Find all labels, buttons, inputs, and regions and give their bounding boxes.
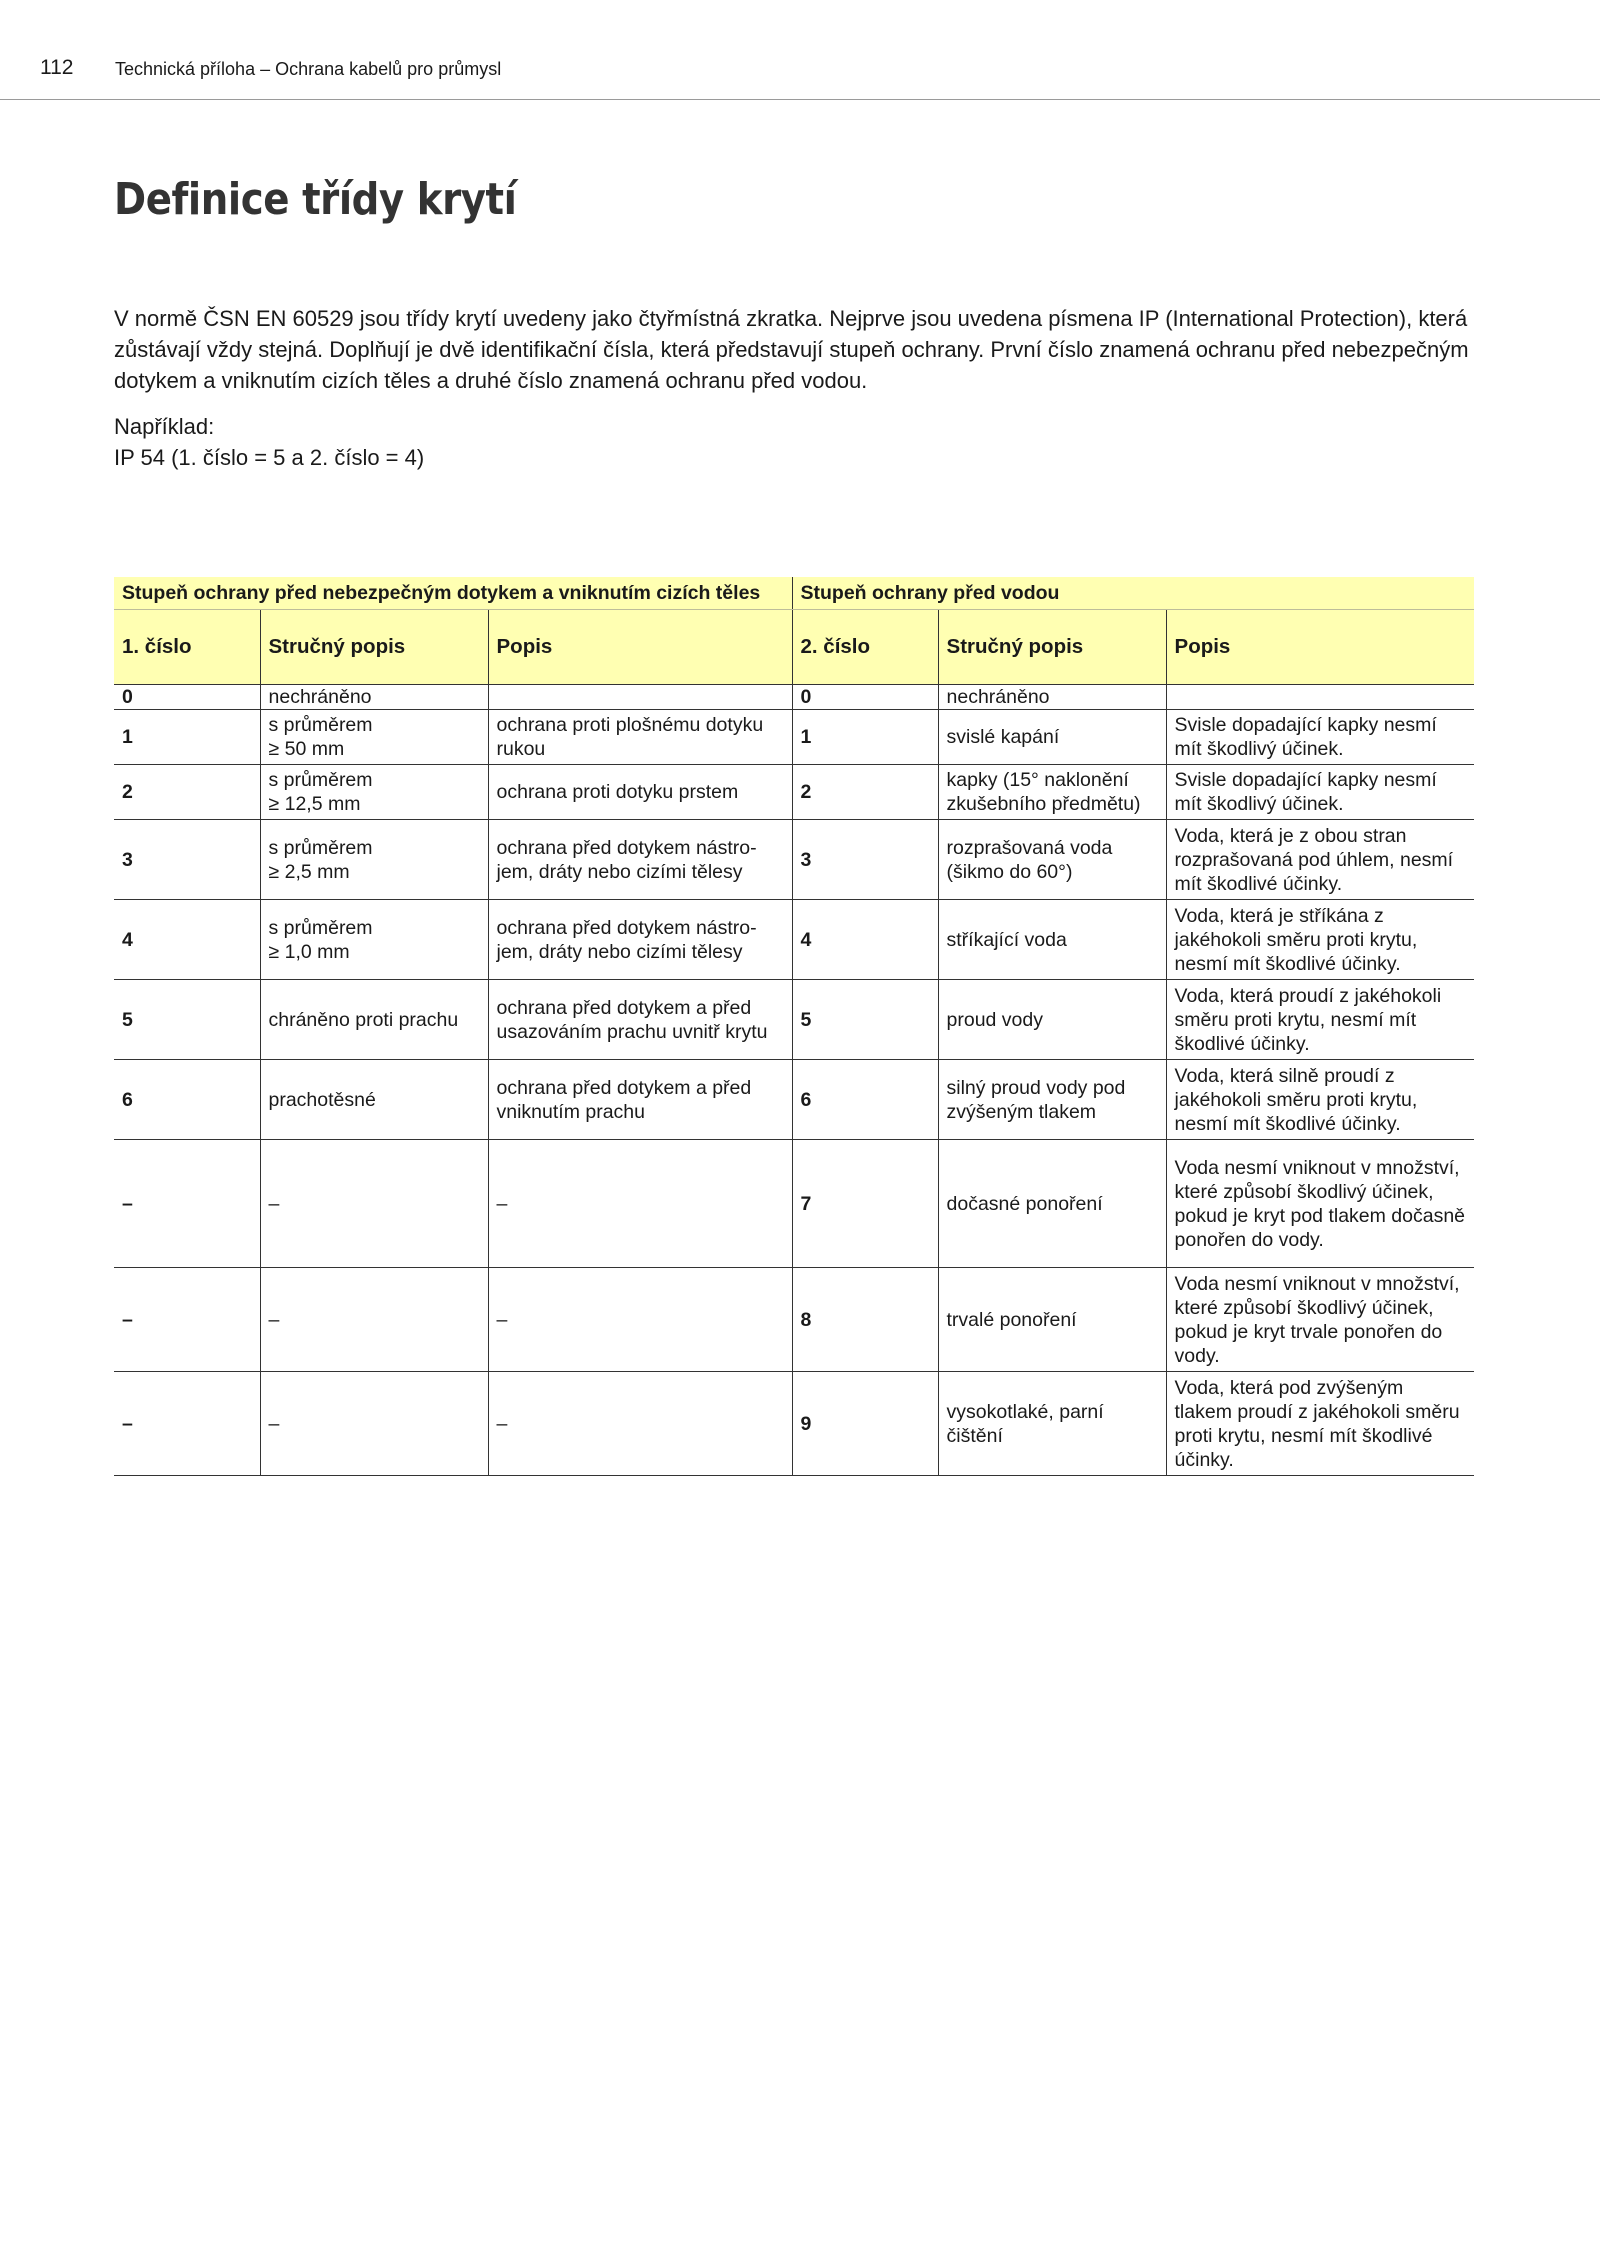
cell-first-digit: 2 [114,765,260,820]
cell-contact-short-description: s průměrem ≥ 12,5 mm [260,765,488,820]
cell-contact-description: ochrana proti plošnému dotyku rukou [488,710,792,765]
cell-water-short-description: vysokotlaké, parní čištění [938,1372,1166,1476]
table-row [114,1372,1474,1476]
table-row [114,685,1474,710]
group-header-row [114,577,1474,610]
cell-contact-short-description: – [260,1268,488,1372]
column-header: 1. číslo [114,610,260,685]
page-number: 112 [40,56,74,79]
cell-water-description: Voda, která je stříkána z jakéhokoli směru proti krytu, nesmí mít škodlivé účinky. [1166,900,1474,980]
cell-first-digit: 3 [114,820,260,900]
cell-contact-description: – [488,1372,792,1476]
cell-second-digit: 9 [792,1372,938,1476]
table-row [114,1140,1474,1268]
cell-second-digit: 1 [792,710,938,765]
cell-water-description: Voda, která pod zvýšeným tlakem proudí z jakéhokoli směru proti krytu, nesmí mít škodlivé účinky. [1166,1372,1474,1476]
cell-first-digit: 6 [114,1060,260,1140]
cell-water-description: Voda nesmí vniknout v množství, které způsobí škodlivý účinek, pokud je kryt pod tlakem dočasně ponořen do vody. [1166,1140,1474,1268]
page-title: Definice třídy krytí [114,174,517,225]
column-header: Popis [1166,610,1474,685]
column-header: Stručný popis [260,610,488,685]
cell-contact-short-description: s průměrem ≥ 50 mm [260,710,488,765]
cell-water-short-description: kapky (15° naklonění zkušebního předmětu) [938,765,1166,820]
table-row [114,900,1474,980]
cell-second-digit: 6 [792,1060,938,1140]
cell-water-description: Voda, která je z obou stran rozprašovaná pod úhlem, nesmí mít škodlivé účinky. [1166,820,1474,900]
cell-water-short-description: rozprašovaná voda (šikmo do 60°) [938,820,1166,900]
cell-first-digit: 1 [114,710,260,765]
table-row [114,1060,1474,1140]
table-body [114,685,1474,1476]
cell-water-short-description: svislé kapání [938,710,1166,765]
cell-water-short-description: stříkající voda [938,900,1166,980]
page-header [0,0,1600,100]
cell-first-digit: – [114,1372,260,1476]
cell-contact-short-description: s průměrem ≥ 2,5 mm [260,820,488,900]
table-row [114,710,1474,765]
intro-paragraph: V normě ČSN EN 60529 jsou třídy krytí uvedeny jako čtyřmístná zkratka. Nejprve jsou uvedena písmena IP (International Protection), která zůstávají vždy stejná. Doplňují je dvě identifikační čísla, která představují stupeň ochrany. První číslo znamená ochranu před nebezpečným dotykem a vniknutím cizích těles a druhé číslo znamená ochranu před vodou. [114,306,1469,393]
example-label: Například: [114,414,215,439]
ip-rating-table [114,577,1474,1476]
cell-second-digit: 0 [792,685,938,710]
cell-first-digit: 0 [114,685,260,710]
cell-second-digit: 5 [792,980,938,1060]
cell-water-description: Svisle dopadající kapky nesmí mít škodlivý účinek. [1166,710,1474,765]
cell-water-description: Voda nesmí vniknout v množství, které způsobí škodlivý účinek, pokud je kryt trvale ponořen do vody. [1166,1268,1474,1372]
cell-contact-description: ochrana před dotykem a před vniknutím prachu [488,1060,792,1140]
cell-contact-short-description: – [260,1140,488,1268]
example-block [114,411,914,473]
group-header-water: Stupeň ochrany před vodou [792,577,1474,610]
cell-contact-description: ochrana před dotykem nástro- jem, dráty nebo cizími tělesy [488,900,792,980]
cell-contact-short-description: chráněno proti prachu [260,980,488,1060]
table-row [114,820,1474,900]
column-header: Stručný popis [938,610,1166,685]
cell-contact-short-description: prachotěsné [260,1060,488,1140]
cell-contact-description: – [488,1268,792,1372]
cell-second-digit: 4 [792,900,938,980]
cell-contact-short-description: nechráněno [260,685,488,710]
cell-water-short-description: dočasné ponoření [938,1140,1166,1268]
cell-water-description [1166,685,1474,710]
cell-contact-short-description: s průměrem ≥ 1,0 mm [260,900,488,980]
cell-water-description: Svisle dopadající kapky nesmí mít škodlivý účinek. [1166,765,1474,820]
cell-contact-description: ochrana před dotykem nástro- jem, dráty nebo cizími tělesy [488,820,792,900]
cell-first-digit: – [114,1268,260,1372]
table-row [114,1268,1474,1372]
table-row [114,980,1474,1060]
column-header-row [114,610,1474,685]
cell-contact-description: ochrana proti dotyku prstem [488,765,792,820]
group-header-contact: Stupeň ochrany před nebezpečným dotykem a vniknutím cizích těles [114,577,792,610]
column-header: Popis [488,610,792,685]
cell-first-digit: – [114,1140,260,1268]
cell-contact-short-description: – [260,1372,488,1476]
cell-contact-description: – [488,1140,792,1268]
cell-first-digit: 4 [114,900,260,980]
cell-water-description: Voda, která proudí z jakéhokoli směru proti krytu, nesmí mít škodlivé účinky. [1166,980,1474,1060]
cell-water-short-description: trvalé ponoření [938,1268,1166,1372]
cell-contact-description [488,685,792,710]
cell-water-short-description: silný proud vody pod zvýšeným tlakem [938,1060,1166,1140]
cell-contact-description: ochrana před dotykem a před usazováním prachu uvnitř krytu [488,980,792,1060]
table-row [114,765,1474,820]
cell-first-digit: 5 [114,980,260,1060]
cell-second-digit: 8 [792,1268,938,1372]
cell-second-digit: 7 [792,1140,938,1268]
cell-water-description: Voda, která silně proudí z jakéhokoli směru proti krytu, nesmí mít škodlivé účinky. [1166,1060,1474,1140]
cell-second-digit: 3 [792,820,938,900]
column-header: 2. číslo [792,610,938,685]
cell-water-short-description: nechráněno [938,685,1166,710]
running-title: Technická příloha – Ochrana kabelů pro průmysl [115,59,502,79]
cell-second-digit: 2 [792,765,938,820]
example-text: IP 54 (1. číslo = 5 a 2. číslo = 4) [114,445,425,470]
cell-water-short-description: proud vody [938,980,1166,1060]
